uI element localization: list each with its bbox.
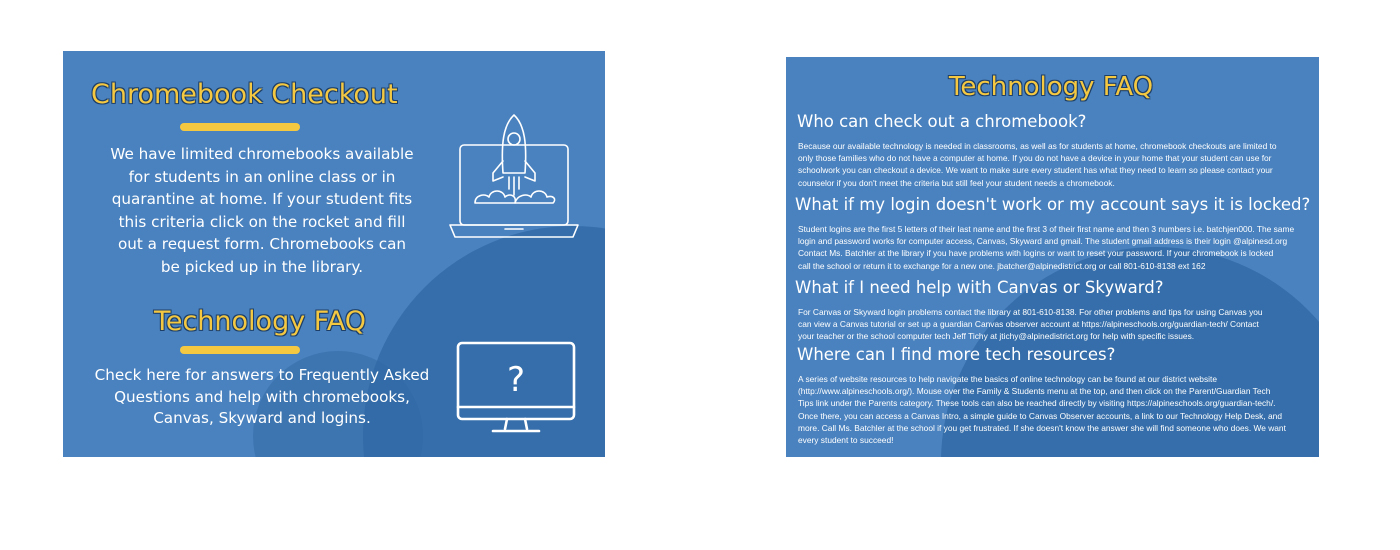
answer-line: Tips link under the Parents category. These tools can also be reached directly by visiting https://alpineschools.org/guardian-tech/. <box>798 398 1276 409</box>
faq-line: Questions and help with chromebooks, <box>114 387 410 406</box>
checkout-line: for students in an online class or in <box>128 167 396 186</box>
answer-line: Once there, you can access a Canvas Intro, a simple guide to Canvas Observer accounts, a link to our Technology Help Desk, and <box>798 410 1282 421</box>
faq-question: Where can I find more tech resources? <box>797 345 1116 364</box>
answer-line: Student logins are the first 5 letters of their last name and the first 3 of their first name and then 3 numbers i.e. batchjen000. The same <box>798 224 1295 234</box>
faq-answer <box>798 306 1310 343</box>
checkout-description <box>69 143 455 278</box>
answer-line: Contact Ms. Batchler at the library if you have problems with logins or want to reset your password. If your chromebook is locked <box>798 248 1274 259</box>
chromebook-checkout-card <box>63 51 605 457</box>
question-mark-glyph: ? <box>506 360 526 400</box>
faq-title-underline <box>180 346 300 354</box>
faq-answer <box>798 140 1310 189</box>
faq-line: Canvas, Skyward and logins. <box>153 409 371 427</box>
faq-line: Check here for answers to Frequently Asked <box>94 366 430 384</box>
answer-line: (http://www.alpineschools.org/). Mouse over the Family & Students menu at the top, and then click on the Parent/Guardian Tech <box>798 386 1271 397</box>
answer-line: only those families who do not have a computer at home. If you do not have a device in your home that your student can use for <box>798 153 1272 164</box>
faq-description <box>67 365 457 430</box>
answer-line: your teacher or the school computer tech Jeff Tichy at jtichy@alpinedistrict.org for help with specific issues. <box>798 331 1195 342</box>
faq-answer <box>798 373 1310 446</box>
faq-page-title: Technology FAQ <box>948 72 1154 102</box>
faq-question: Who can check out a chromebook? <box>797 112 1087 131</box>
checkout-line: out a request form. Chromebooks can <box>117 235 407 253</box>
faq-question: What if I need help with Canvas or Skyward? <box>795 278 1164 297</box>
checkout-title: Chromebook Checkout <box>91 79 398 110</box>
checkout-line: We have limited chromebooks available <box>110 145 414 163</box>
answer-line: Because our available technology is needed in classrooms, as well as for students at home, chromebook checkouts are limited to <box>798 141 1277 151</box>
answer-line: counselor if you don't meet the criteria but still feel your student needs a chromebook. <box>798 177 1115 188</box>
answer-line: schoolwork you can checkout a device. We want to make sure every student has what they need to learn so please contact your <box>798 165 1273 176</box>
question-monitor-icon[interactable] <box>453 341 579 437</box>
checkout-line: be picked up in the library. <box>160 257 364 276</box>
rocket-laptop-icon[interactable] <box>447 111 581 241</box>
faq-title: Technology FAQ <box>153 306 367 337</box>
checkout-line: quarantine at home. If your student fits <box>111 190 413 208</box>
answer-line: every student to succeed! <box>798 435 894 446</box>
answer-line: For Canvas or Skyward login problems contact the library at 801-610-8138. For other problems and tips for using Canvas you <box>798 307 1263 317</box>
technology-faq-card <box>786 57 1319 457</box>
checkout-title-underline <box>180 123 300 131</box>
answer-line: more. Call Ms. Batchler at the school if you get frustrated. If she doesn't know the answer she will find someone who does. We want <box>798 422 1286 433</box>
answer-line: call the school or return it to exchange for a new one. jbatcher@alpinedistrict.org or call 801-610-8138 ext 162 <box>798 260 1206 271</box>
answer-line: A series of website resources to help navigate the basics of online technology can be found at our district website <box>798 374 1217 384</box>
checkout-line: this criteria click on the rocket and fill <box>118 212 406 231</box>
faq-answer <box>798 223 1310 272</box>
answer-line: login and password works for computer access, Canvas, Skyward and gmail. The student gmail address is their login @alpinesd.org <box>798 236 1288 247</box>
faq-question: What if my login doesn't work or my account says it is locked? <box>795 195 1311 214</box>
answer-line: can view a Canvas tutorial or set up a guardian Canvas observer account at https://alpineschools.org/guardian-tech/ Contact <box>798 319 1259 330</box>
